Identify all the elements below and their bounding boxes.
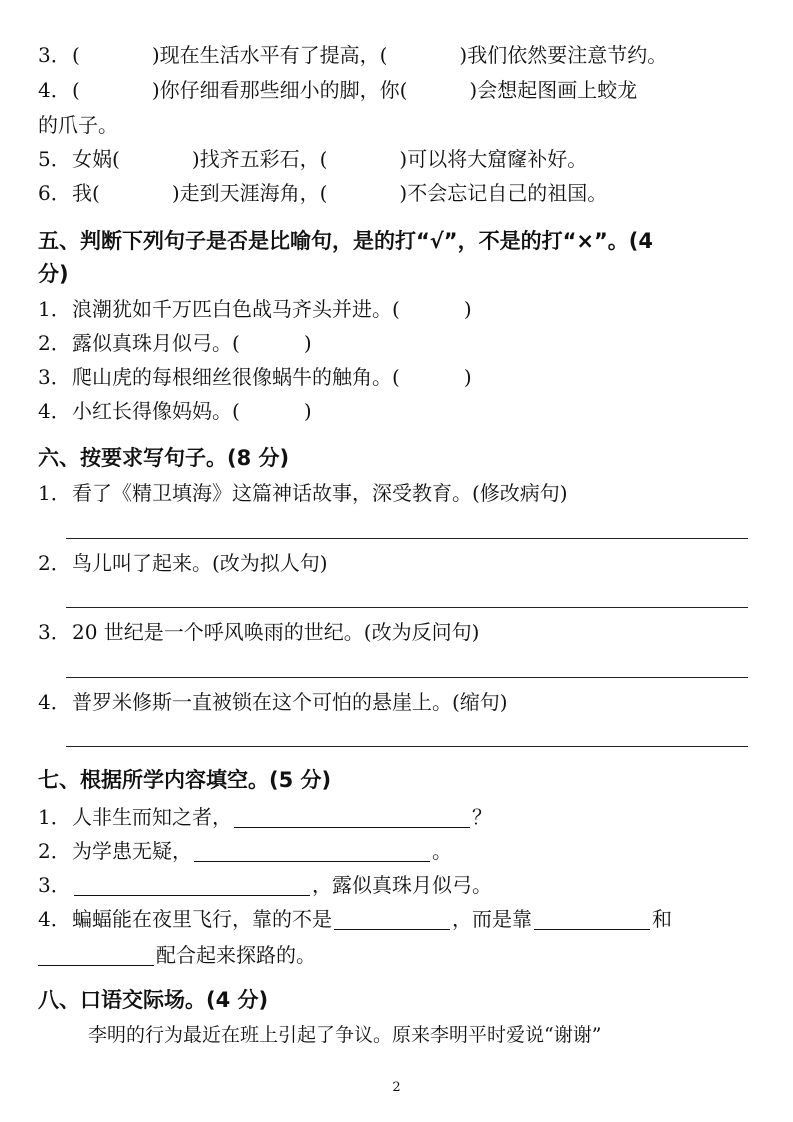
sentence-part: )走到天涯海角，( — [171, 181, 328, 205]
question-number: 3． — [38, 873, 71, 897]
bracket-close: ) — [303, 331, 312, 355]
question-number: 2． — [38, 551, 71, 575]
s6-item-1 — [38, 478, 763, 508]
section5-title-cont: 分) — [38, 262, 69, 286]
s6-item-2 — [38, 548, 763, 578]
sentence-text: 爬山虎的每根细丝很像蜗牛的触角。( — [72, 365, 400, 389]
question-number: 3． — [38, 620, 71, 644]
sentence-part: ，而是靠 — [452, 907, 532, 931]
sentence-part: ，露似真珠月似弓。 — [312, 873, 492, 897]
sentence-part: ？ — [472, 805, 492, 829]
sentence-part: )现在生活水平有了提高，( — [151, 43, 388, 67]
sentence-part: )会想起图画上蛟龙 — [469, 78, 638, 102]
question-number: 4． — [38, 690, 71, 714]
question-number: 3． — [38, 43, 71, 67]
sentence-text: 普罗米修斯一直被锁在这个可怕的悬崖上。(缩句) — [72, 690, 508, 714]
sentence-text: 20 世纪是一个呼风唤雨的世纪。(改为反问句) — [72, 620, 480, 644]
s7-item-4-cont — [38, 940, 763, 970]
q4-4-cont: 的爪子。 — [38, 113, 118, 137]
answer-line[interactable] — [66, 538, 748, 539]
s5-item-4 — [38, 396, 763, 426]
section7-title: 七、根据所学内容填空。(5 分) — [38, 768, 332, 792]
bracket-close: ) — [303, 399, 312, 423]
q4-5-line — [38, 144, 763, 174]
question-number: 1． — [38, 805, 71, 829]
s6-item-3 — [38, 617, 763, 647]
sentence-text: 鸟儿叫了起来。(改为拟人句) — [72, 551, 328, 575]
question-number: 3． — [38, 365, 71, 389]
bracket-close: ) — [463, 365, 472, 389]
section5-title: 五、判断下列句子是否是比喻句，是的打“√”，不是的打“×”。(4 — [38, 229, 654, 253]
s7-item-3 — [38, 870, 763, 900]
answer-line[interactable] — [66, 607, 748, 608]
sentence-part: )你仔细看那些细小的脚，你( — [151, 78, 408, 102]
sentence-text: 小红长得像妈妈。( — [72, 399, 240, 423]
fill-blank[interactable] — [194, 839, 430, 862]
fill-blank[interactable] — [234, 805, 470, 828]
question-number: 4． — [38, 907, 71, 931]
sentence-part: 为学患无疑， — [72, 839, 192, 863]
fill-blank[interactable] — [74, 873, 310, 896]
page-number: 2 — [392, 1080, 401, 1095]
sentence-text: 露似真珠月似弓。( — [72, 331, 240, 355]
question-number: 4． — [38, 78, 71, 102]
s5-item-3 — [38, 362, 763, 392]
fill-blank[interactable] — [38, 943, 154, 966]
sentence-part: 人非生而知之者， — [72, 805, 232, 829]
section6-title: 六、按要求写句子。(8 分) — [38, 446, 290, 470]
sentence-part: 我( — [72, 181, 100, 205]
question-number: 1． — [38, 297, 71, 321]
section8-text: 李明的行为最近在班上引起了争议。原来李明平时爱说“谢谢” — [88, 1024, 602, 1046]
sentence-part: )不会忘记自己的祖国。 — [399, 181, 608, 205]
q4-3-line — [38, 40, 763, 70]
q4-4-line — [38, 75, 763, 105]
s7-item-4 — [38, 904, 763, 934]
fill-blank[interactable] — [534, 907, 650, 930]
sentence-part: )可以将大窟窿补好。 — [399, 147, 588, 171]
bracket-close: ) — [463, 297, 472, 321]
sentence-part: )找齐五彩石，( — [191, 147, 328, 171]
sentence-text: 看了《精卫填海》这篇神话故事，深受教育。(修改病句) — [72, 481, 568, 505]
question-number: 4． — [38, 399, 71, 423]
s5-item-2 — [38, 328, 763, 358]
sentence-part: 。 — [432, 839, 452, 863]
sentence-part: 配合起来探路的。 — [156, 943, 316, 967]
sentence-part: 女娲( — [72, 147, 120, 171]
sentence-part: )我们依然要注意节约。 — [459, 43, 668, 67]
sentence-part: 和 — [652, 907, 672, 931]
s7-item-2 — [38, 836, 763, 866]
sentence-text: 浪潮犹如千万匹白色战马齐头并进。( — [72, 297, 400, 321]
question-number: 6． — [38, 181, 71, 205]
answer-line[interactable] — [66, 746, 748, 747]
bracket-open: ( — [72, 43, 80, 67]
question-number: 2． — [38, 839, 71, 863]
bracket-open: ( — [72, 78, 80, 102]
s5-item-1 — [38, 294, 763, 324]
answer-line[interactable] — [66, 677, 748, 678]
question-number: 1． — [38, 481, 71, 505]
q4-6-line — [38, 178, 763, 208]
sentence-part: 蝙蝠能在夜里飞行，靠的不是 — [72, 907, 332, 931]
fill-blank[interactable] — [334, 907, 450, 930]
s6-item-4 — [38, 687, 763, 717]
question-number: 2． — [38, 331, 71, 355]
section8-title: 八、口语交际场。(4 分) — [38, 988, 269, 1012]
s7-item-1 — [38, 802, 763, 832]
question-number: 5． — [38, 147, 71, 171]
